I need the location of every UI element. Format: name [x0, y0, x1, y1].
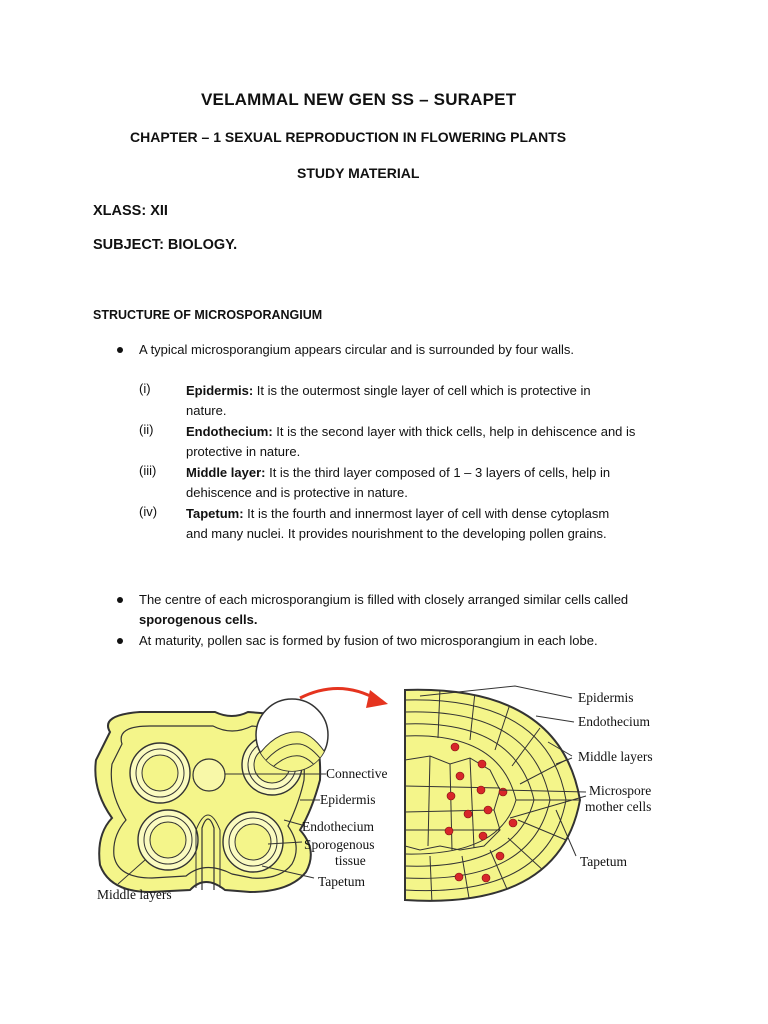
wall-definition-middle-layer [186, 463, 676, 503]
label-endothecium-left: Endothecium [302, 819, 374, 834]
wall-text: protective in nature. [186, 444, 301, 459]
label-epidermis-left: Epidermis [320, 792, 376, 807]
bullet-sporogenous [139, 590, 699, 630]
label-endothecium-right: Endothecium [578, 714, 650, 729]
wall-text: It is the outermost single layer of cell which is protective in [253, 383, 591, 398]
wall-term: Epidermis: [186, 383, 254, 398]
wall-text: It is the third layer composed of 1 – 3 layers of cells, help in [265, 465, 611, 480]
bullet-marker [117, 597, 123, 603]
label-middle-layers-left: Middle layers [97, 887, 172, 902]
wall-number: (ii) [139, 422, 154, 437]
wall-definition-epidermis [186, 381, 676, 421]
class-line: XLASS: XII [93, 203, 168, 219]
microsporangium-figure [0, 660, 768, 920]
wall-number: (iii) [139, 463, 157, 478]
label-epidermis-right: Epidermis [578, 690, 634, 705]
wall-definition-tapetum [186, 504, 686, 544]
label-tapetum-right: Tapetum [580, 854, 628, 869]
wall-term: Endothecium: [186, 424, 273, 439]
section-heading: STRUCTURE OF MICROSPORANGIUM [93, 308, 323, 322]
bullet-term: sporogenous cells. [139, 612, 258, 627]
label-tissue-left: tissue [335, 853, 366, 868]
bullet-pollen-sac: At maturity, pollen sac is formed by fusion of two microsporangium in each lobe. [139, 633, 598, 648]
label-sporogenous-left: Sporogenous [304, 837, 375, 852]
subject-line: SUBJECT: BIOLOGY. [93, 237, 238, 253]
bullet-text: The centre of each microsporangium is filled with closely arranged similar cells called [139, 592, 629, 607]
intro-bullet: A typical microsporangium appears circular and is surrounded by four walls. [139, 342, 574, 357]
label-mother-cells-right: mother cells [585, 799, 652, 814]
wall-definition-endothecium [186, 422, 676, 462]
enlarged-sector [405, 688, 580, 904]
material-title: STUDY MATERIAL [297, 165, 420, 181]
wall-text: It is the second layer with thick cells, help in dehiscence and is [272, 424, 636, 439]
chapter-title: CHAPTER – 1 SEXUAL REPRODUCTION IN FLOWERING PLANTS [130, 129, 567, 145]
label-middle-layers-right: Middle layers [578, 749, 653, 764]
bullet-marker [117, 347, 123, 353]
wall-term: Tapetum: [186, 506, 244, 521]
label-microspore-right: Microspore [589, 783, 652, 798]
bullet-marker [117, 638, 123, 644]
wall-number: (i) [139, 381, 151, 396]
school-title: VELAMMAL NEW GEN SS – SURAPET [201, 90, 517, 109]
wall-text: It is the fourth and innermost layer of cell with dense cytoplasm [243, 506, 610, 521]
label-tapetum-left: Tapetum [318, 874, 366, 889]
wall-term: Middle layer: [186, 465, 266, 480]
wall-number: (iv) [139, 504, 158, 519]
wall-text: dehiscence and is protective in nature. [186, 485, 408, 500]
wall-text: nature. [186, 403, 227, 418]
label-connective: Connective [326, 766, 388, 781]
wall-text: and many nuclei. It provides nourishment to the developing pollen grains. [186, 526, 607, 541]
